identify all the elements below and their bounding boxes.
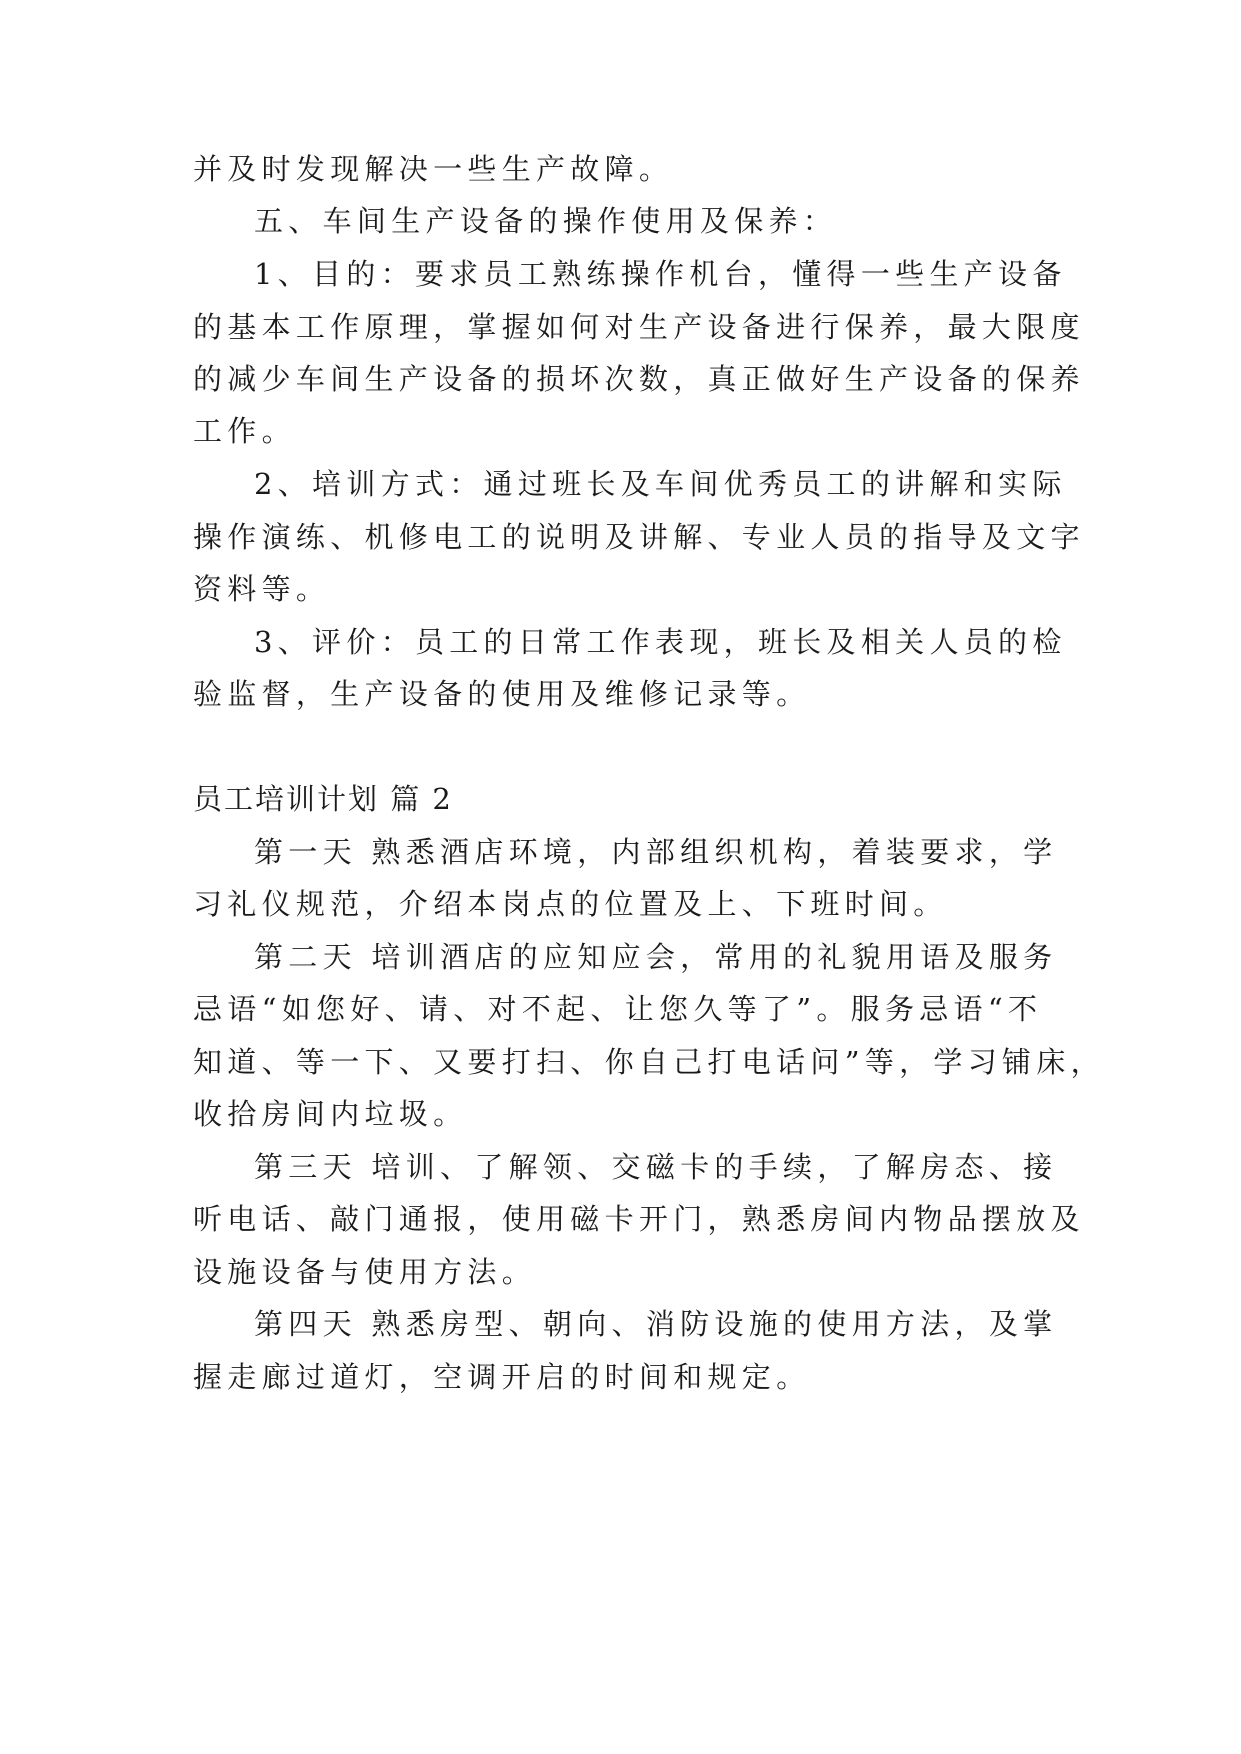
section-heading-five: 五、车间生产设备的操作使用及保养： <box>254 204 838 238</box>
paragraph-line: 资料等。 <box>193 572 331 606</box>
section-title: 员工培训计划 篇 2 <box>193 782 453 816</box>
paragraph-line: 的基本工作原理，掌握如何对生产设备进行保养，最大限度 <box>193 310 1085 344</box>
paragraph-line: 3、评价：员工的日常工作表现，班长及相关人员的检 <box>254 625 1067 659</box>
paragraph-line: 验监督，生产设备的使用及维修记录等。 <box>193 677 811 711</box>
paragraph-line: 操作演练、机修电工的说明及讲解、专业人员的指导及文字 <box>193 520 1085 554</box>
paragraph-line: 1、目的：要求员工熟练操作机台，懂得一些生产设备 <box>254 257 1067 291</box>
paragraph-line: 2、培训方式：通过班长及车间优秀员工的讲解和实际 <box>254 467 1067 501</box>
paragraph-line: 的减少车间生产设备的损坏次数，真正做好生产设备的保养 <box>193 362 1085 396</box>
paragraph-line: 收拾房间内垃圾。 <box>193 1097 468 1131</box>
paragraph-line: 忌语“如您好、请、对不起、让您久等了”。服务忌语“不 <box>193 992 1043 1026</box>
paragraph-line: 第一天 熟悉酒店环境，内部组织机构，着装要求，学 <box>254 835 1058 869</box>
paragraph-line: 第四天 熟悉房型、朝向、消防设施的使用方法，及掌 <box>254 1307 1058 1341</box>
paragraph-line: 第二天 培训酒店的应知应会，常用的礼貌用语及服务 <box>254 940 1058 974</box>
paragraph-line: 听电话、敲门通报，使用磁卡开门，熟悉房间内物品摆放及 <box>193 1202 1085 1236</box>
paragraph-line: 握走廊过道灯，空调开启的时间和规定。 <box>193 1360 811 1394</box>
paragraph-line: 设施设备与使用方法。 <box>193 1255 537 1289</box>
paragraph-line: 工作。 <box>193 414 296 448</box>
paragraph-line: 并及时发现解决一些生产故障。 <box>193 152 674 186</box>
paragraph-line: 知道、等一下、又要打扫、你自己打电话问”等，学习铺床， <box>193 1045 1105 1079</box>
paragraph-line: 习礼仪规范，介绍本岗点的位置及上、下班时间。 <box>193 887 948 921</box>
paragraph-line: 第三天 培训、了解领、交磁卡的手续，了解房态、接 <box>254 1150 1058 1184</box>
